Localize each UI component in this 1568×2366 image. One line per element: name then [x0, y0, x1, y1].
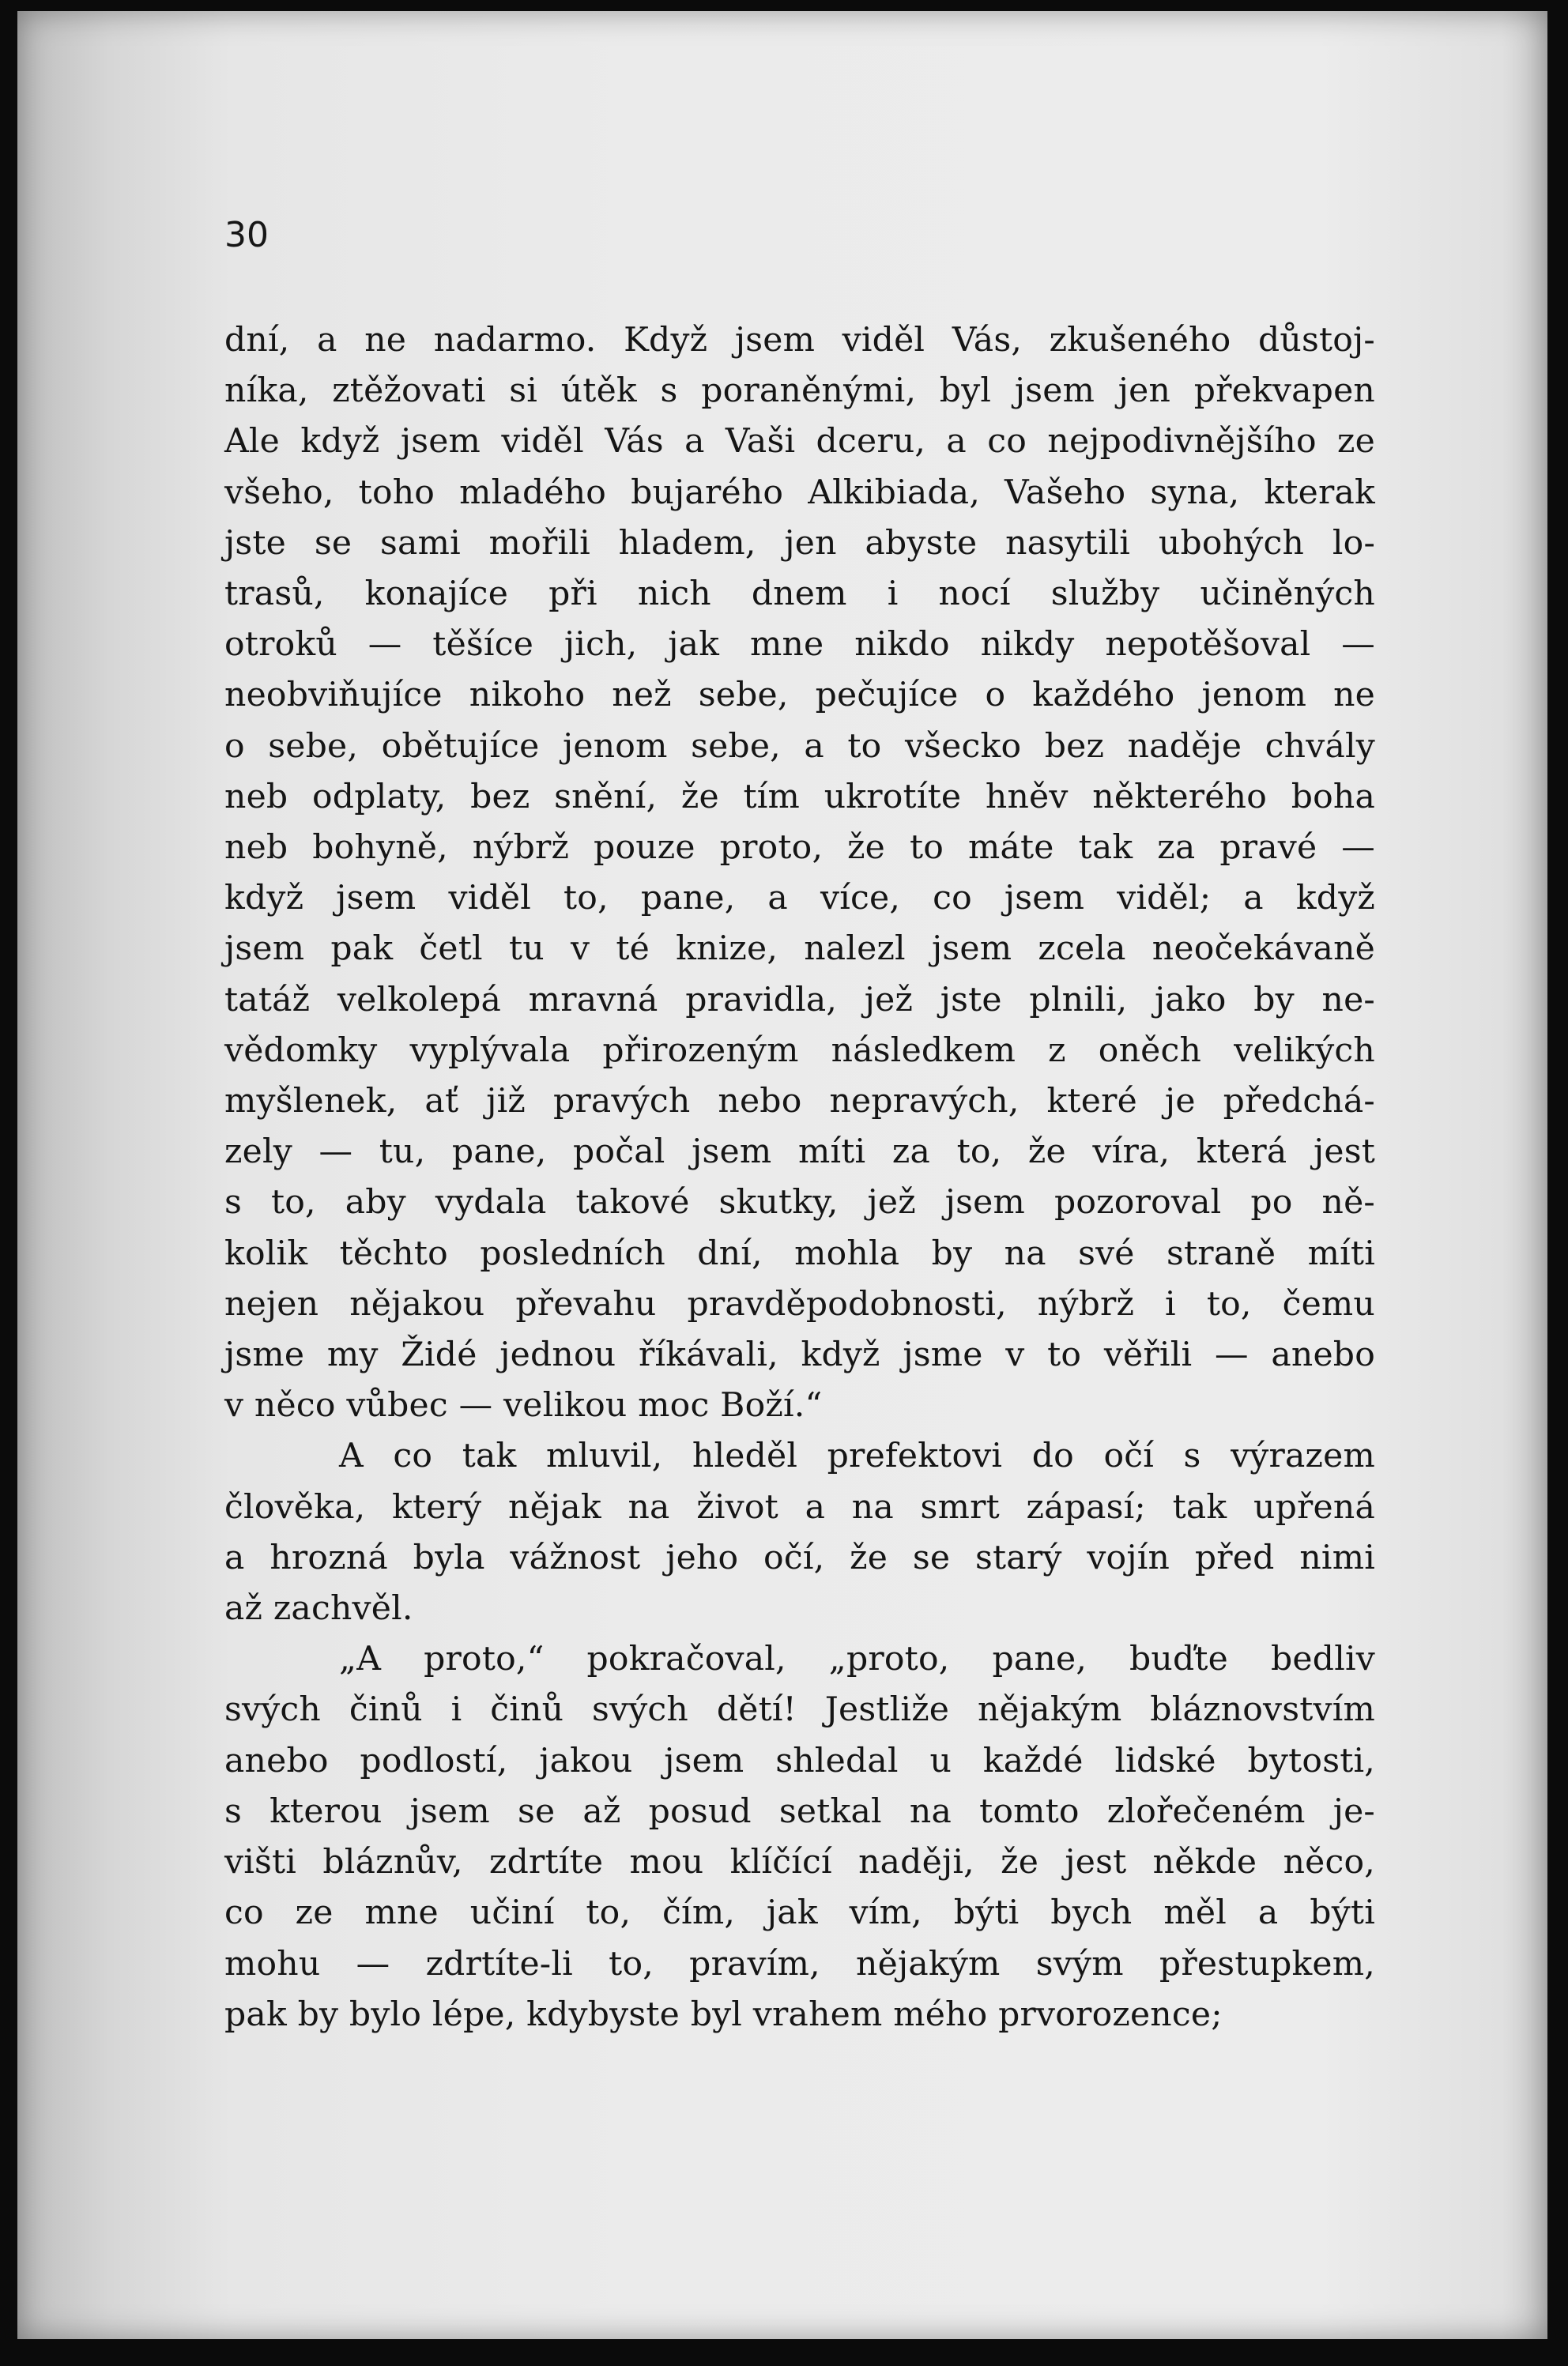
text-line: a hrozná byla vážnost jeho očí, že se starý vojín před nimi [224, 1538, 1375, 1577]
page-edge-shadow [1547, 0, 1568, 2366]
text-body [224, 315, 1375, 2040]
text-line: anebo podlostí, jakou jsem shledal u každé lidské bytosti, [224, 1741, 1375, 1780]
text-line: když jsem viděl to, pane, a více, co jsem viděl; a když [224, 879, 1375, 918]
text-line: svých činů i činů svých dětí! Jestliže nějakým bláznovstvím [224, 1690, 1375, 1730]
text-line: až zachvěl. [224, 1589, 413, 1629]
text-line: Ale když jsem viděl Vás a Vaši dceru, a co nejpodivnějšího ze [224, 422, 1375, 462]
text-line: nejen nějakou převahu pravděpodobnosti, nýbrž i to, čemu [224, 1284, 1375, 1324]
text-line: kolik těchto posledních dní, mohla by na své straně míti [224, 1234, 1375, 1273]
text-line: pak by bylo lépe, kdybyste byl vrahem mého prvorozence; [224, 1995, 1223, 2034]
text-line: s kterou jsem se až posud setkal na tomto zlořečeném je- [224, 1791, 1375, 1831]
text-line: jsme my Židé jednou říkávali, když jsme v to věřili — anebo [224, 1336, 1375, 1375]
text-line: myšlenek, ať již pravých nebo nepravých, které je předchá- [224, 1082, 1375, 1121]
text-line: všeho, toho mladého bujarého Alkibiada, Vašeho syna, kterak [224, 473, 1375, 512]
paragraph [224, 1634, 1375, 2040]
text-line: trasů, konajíce při nich dnem i nocí služby učiněných [224, 575, 1375, 614]
page-number: 30 [224, 215, 269, 255]
text-line: jsem pak četl tu v té knize, nalezl jsem zcela neočekávaně [224, 929, 1375, 969]
text-line: jste se sami mořili hladem, jen abyste nasytili ubohých lo- [224, 523, 1375, 563]
text-line: člověka, který nějak na život a na smrt zápasí; tak upřená [224, 1487, 1375, 1527]
text-line: vědomky vyplývala přirozeným následkem z oněch velikých [224, 1030, 1375, 1070]
paragraph [224, 315, 1375, 1431]
paragraph [224, 1431, 1375, 1634]
text-line: níka, ztěžovati si útěk s poraněnými, byl jsem jen překvapen [224, 371, 1375, 411]
text-line: v něco vůbec — velikou moc Boží.“ [224, 1386, 823, 1426]
book-page [17, 11, 1547, 2339]
text-line: co ze mne učiní to, čím, jak vím, býti bych měl a býti [224, 1893, 1375, 1933]
text-line: dní, a ne nadarmo. Když jsem viděl Vás, zkušeného důstoj- [224, 321, 1375, 360]
text-line: tatáž velkolepá mravná pravidla, jež jste plnili, jako by ne- [224, 980, 1375, 1019]
text-line: neb odplaty, bez snění, že tím ukrotíte hněv některého boha [224, 777, 1375, 816]
text-line: neb bohyně, nýbrž pouze proto, že to máte tak za pravé — [224, 828, 1375, 868]
text-line: A co tak mluvil, hleděl prefektovi do očí s výrazem [339, 1437, 1375, 1476]
text-line: o sebe, obětujíce jenom sebe, a to všecko bez naděje chvály [224, 726, 1375, 766]
text-line: otroků — těšíce jich, jak mne nikdo nikdy nepotěšoval — [224, 625, 1375, 665]
text-line: mohu — zdrtíte-li to, pravím, nějakým svým přestupkem, [224, 1944, 1375, 1984]
text-line: „A proto,“ pokračoval, „proto, pane, buďte bedliv [339, 1640, 1375, 1679]
text-line: neobviňujíce nikoho než sebe, pečujíce o každého jenom ne [224, 676, 1375, 715]
text-line: zely — tu, pane, počal jsem míti za to, že víra, která jest [224, 1132, 1375, 1172]
text-line: s to, aby vydala takové skutky, jež jsem pozoroval po ně- [224, 1183, 1375, 1223]
text-line: višti bláznův, zdrtíte mou klíčící naději, že jest někde něco, [224, 1843, 1375, 1882]
